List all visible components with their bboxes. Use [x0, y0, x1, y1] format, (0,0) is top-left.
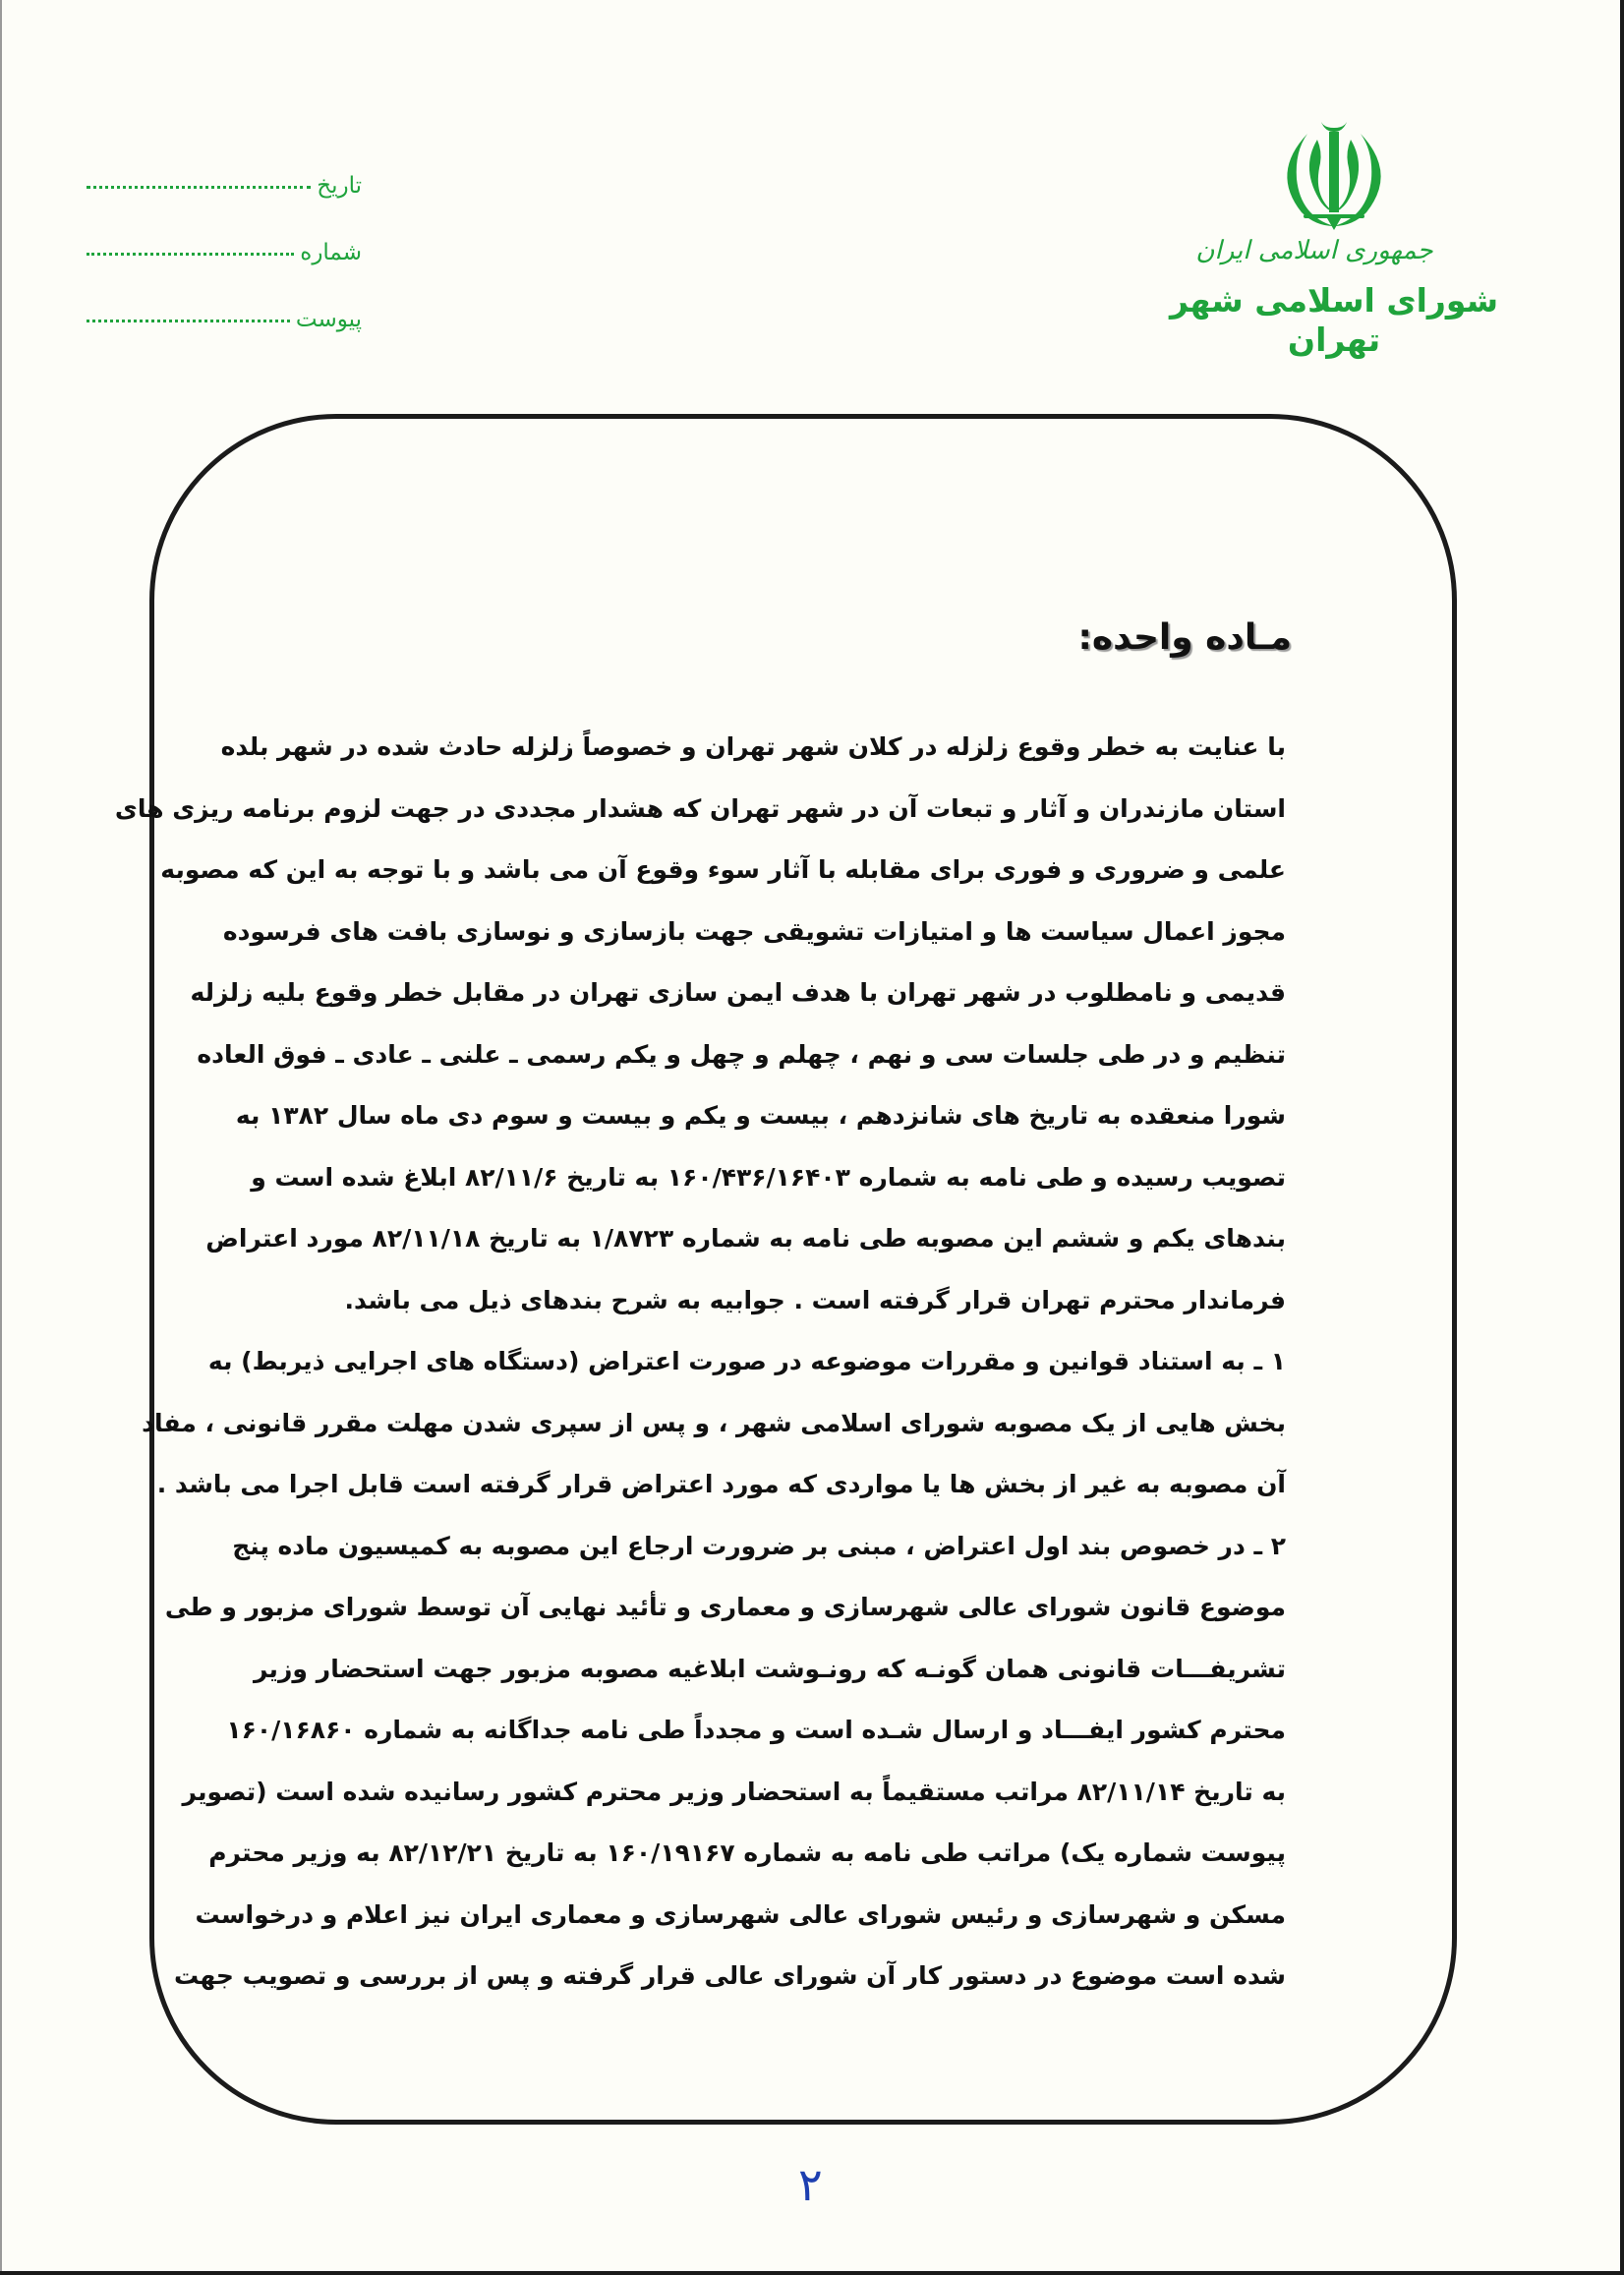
- body-line: شده است موضوع در دستور کار آن شورای عالی قرار گرفته و پس از بررسی و تصویب جهت: [173, 1961, 1286, 1990]
- body-line: مسکن و شهرسازی و رئیس شورای عالی شهرسازی و معماری ایران نیز اعلام و درخواست: [195, 1899, 1286, 1929]
- body-line: آن مصوبه به غیر از بخش ها یا مواردی که مورد اعتراض قرار گرفته است قابل اجرا می باشد .: [156, 1470, 1286, 1498]
- scan-edge-left: [0, 0, 2, 2275]
- scan-edge-bottom: [0, 2271, 1624, 2275]
- body-line: تصویب رسیده و طی نامه به شماره ۱۶۰/۴۳۶/۱۶۴۰۳ به تاریخ ۸۲/۱۱/۶ ابلاغ شده است و: [251, 1162, 1286, 1192]
- document-body: [114, 723, 1286, 2013]
- body-line: موضوع قانون شورای عالی شهرسازی و معماری و تأئید نهایی آن توسط شورای مزبور و طی: [164, 1593, 1286, 1621]
- council-name: شورای اسلامی شهر تهران: [1169, 281, 1499, 359]
- body-line: استان مازندران و آثار و تبعات آن در شهر تهران که هشدار مجددی در جهت لزوم برنامه ریزی های: [114, 793, 1286, 823]
- body-line: ۱ ـ به استناد قوانین و مقررات موضوعه در صورت اعتراض (دستگاه های اجرایی ذیربط) به: [207, 1347, 1286, 1375]
- number-field-label: شماره: [300, 240, 362, 265]
- page-number: ۲: [798, 2158, 823, 2211]
- date-field-label: تاریخ: [317, 173, 362, 199]
- body-line: با عنایت به خطر وقوع زلزله در کلان شهر تهران و خصوصاً زلزله حادث شده در شهر بلده: [220, 732, 1286, 761]
- scan-edge-right: [1620, 0, 1624, 2275]
- body-line: بخش هایی از یک مصوبه شورای اسلامی شهر ، و پس از سپری شدن مهلت مقرر قانونی ، مفاد: [142, 1408, 1286, 1437]
- body-line: تشریفـــات قانونی همان گونـه که رونـوشت ابلاغیه مصوبه مزبور جهت استحضار وزیر: [254, 1654, 1286, 1683]
- body-line: شورا منعقده به تاریخ های شانزدهم ، بیست و یکم و بیست و سوم دی ماه سال ۱۳۸۲ به: [235, 1101, 1286, 1130]
- body-line: به تاریخ ۸۲/۱۱/۱۴ مراتب مستقیماً به استحضار وزیر محترم کشور رسانیده شده است (تصویر: [182, 1777, 1286, 1806]
- body-line: ۲ ـ در خصوص بند اول اعتراض ، مبنی بر ضرورت ارجاع این مصوبه به کمیسیون ماده پنج: [232, 1531, 1286, 1560]
- body-line: فرماندار محترم تهران قرار گرفته است . جوابیه به شرح بندهای ذیل می باشد.: [344, 1285, 1286, 1314]
- emblem-caption: جمهوری اسلامی ایران: [1195, 236, 1433, 265]
- article-title: مـاده واحده:: [1077, 617, 1292, 658]
- letter-fields: [87, 173, 362, 374]
- body-line: قدیمی و نامطلوب در شهر تهران با هدف ایمن سازی تهران در مقابل خطر وقوع بلیه زلزله: [190, 978, 1286, 1007]
- body-line: پیوست شماره یک) مراتب طی نامه به شماره ۱۶۰/۱۹۱۶۷ به تاریخ ۸۲/۱۲/۲۱ به وزیر محترم: [208, 1838, 1286, 1867]
- letterhead: [1157, 116, 1511, 360]
- date-field-line: [87, 186, 311, 189]
- attachment-field-label: پیوست: [295, 307, 362, 332]
- body-line: مجوز اعمال سیاست ها و امتیازات تشویقی جهت بازسازی و نوسازی بافت های فرسوده: [222, 916, 1286, 946]
- body-line: بندهای یکم و ششم این مصوبه طی نامه به شماره ۱/۸۷۲۳ به تاریخ ۸۲/۱۱/۱۸ مورد اعتراض: [205, 1224, 1286, 1253]
- attachment-field-line: [87, 320, 290, 322]
- number-field-line: [87, 253, 294, 256]
- body-line: محترم کشور ایفـــاد و ارسال شـده است و مجدداً طی نامه جداگانه به شماره ۱۶۰/۱۶۸۶۰: [226, 1716, 1286, 1744]
- iran-emblem-icon: [1270, 116, 1398, 234]
- attachment-field: [87, 307, 362, 374]
- body-line: تنظیم و در طی جلسات سی و نهم ، چهلم و چهل و یکم رسمی ـ علنی ـ عادی ـ فوق العاده: [197, 1039, 1286, 1069]
- body-line: علمی و ضروری و فوری برای مقابله با آثار سوء وقوع آن می باشد و با توجه به این که مصوبه: [160, 855, 1286, 884]
- number-field: [87, 240, 362, 307]
- date-field: [87, 173, 362, 240]
